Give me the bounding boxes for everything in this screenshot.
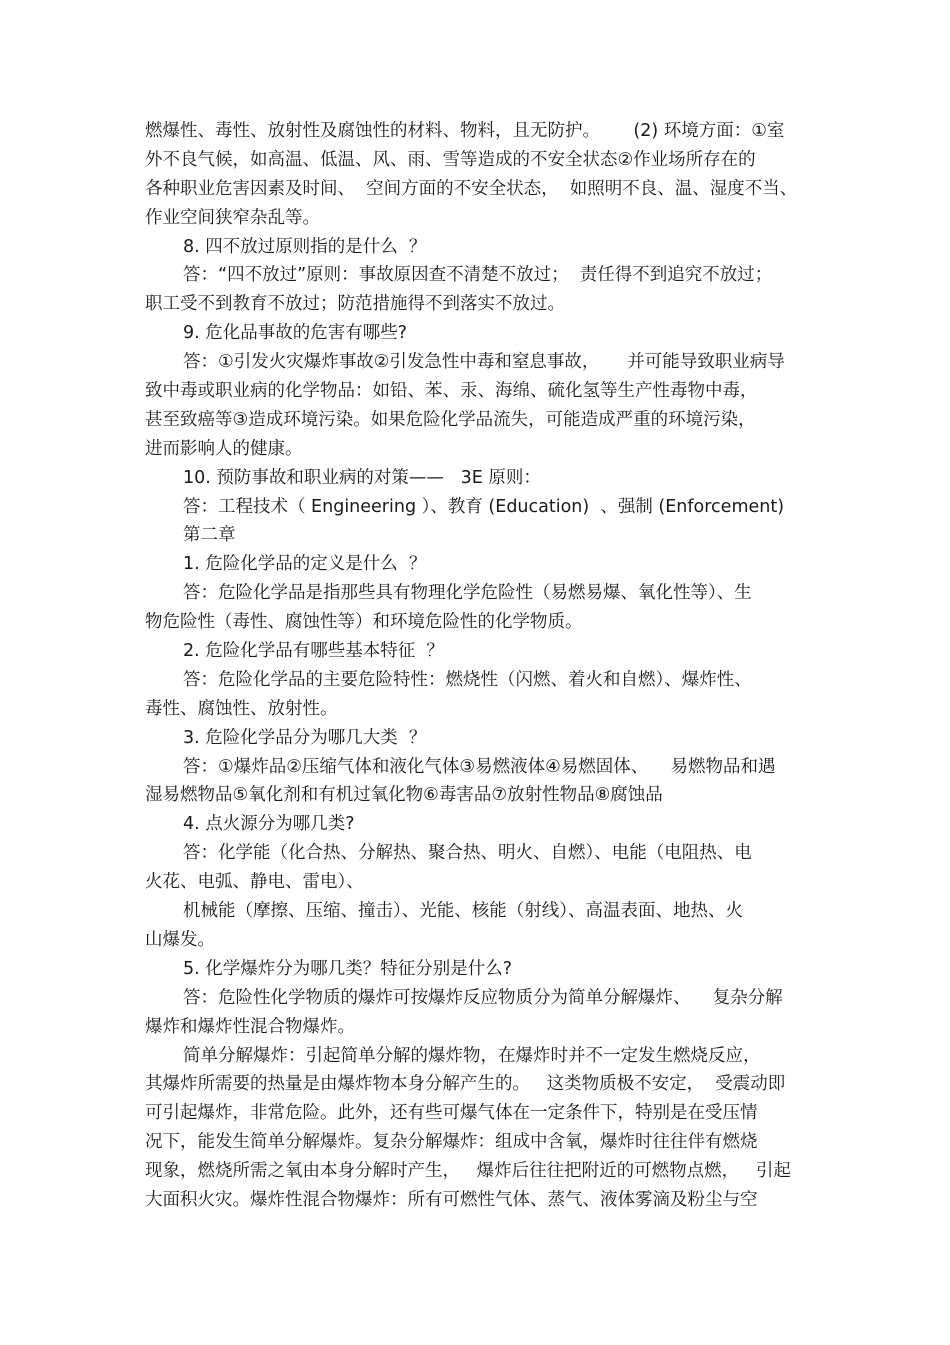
text-line: 燃爆性、毒性、放射性及腐蚀性的材料、物料，且无防护。 (2) 环境方面：①室: [145, 121, 785, 141]
text-line: 1. 危险化学品的定义是什么 ？: [183, 554, 427, 575]
text-line: 职工受不到教育不放过；防范措施得不到落实不放过。: [145, 294, 565, 315]
text-line: 致中毒或职业病的化学物品：如铅、苯、汞、海绵、硫化氢等生产性毒物中毒，: [145, 381, 758, 402]
text-line: 答：危险性化学物质的爆炸可按爆炸反应物质分为简单分解爆炸、 复杂分解: [183, 987, 783, 1008]
text-line: 各种职业危害因素及时间、 空间方面的不安全状态， 如照明不良、温、湿度不当、: [145, 178, 798, 199]
text-line: 山爆发。: [145, 929, 215, 950]
text-line: 答：危险化学品的主要危险特性：燃烧性（闪燃、着火和自燃）、爆炸性、: [183, 669, 752, 690]
text-line: 外不良气候，如高温、低温、风、雨、雪等造成的不安全状态②作业场所存在的: [145, 149, 756, 170]
text-line: 答：化学能（化合热、分解热、聚合热、明火、自燃）、电能（电阻热、电: [183, 843, 752, 864]
text-line: 答：①引发火灾爆炸事故②引发急性中毒和窒息事故， 并可能导致职业病导: [183, 352, 785, 373]
text-line: 现象，燃烧所需之氧由本身分解时产生， 爆炸后往往把附近的可燃物点燃， 引起: [145, 1161, 791, 1182]
text-line: 况下，能发生简单分解爆炸。复杂分解爆炸：组成中含氧，爆炸时往往伴有燃烧: [145, 1132, 758, 1153]
text-line: 答：①爆炸品②压缩气体和液化气体③易燃液体④易燃固体、 易燃物品和遇: [183, 756, 776, 777]
text-line: 甚至致癌等③造成环境污染。如果危险化学品流失，可能造成严重的环境污染，: [145, 409, 756, 430]
text-line: 毒性、腐蚀性、放射性。: [145, 698, 338, 719]
text-line: 爆炸和爆炸性混合物爆炸。: [145, 1016, 355, 1037]
text-line: 作业空间狭窄杂乱等。: [145, 207, 320, 228]
text-line: 答：“四不放过”原则：事故原因查不清楚不放过； 责任得不到追究不放过；: [183, 265, 773, 286]
text-line: 湿易燃物品⑤氧化剂和有机过氧化物⑥毒害品⑦放射性物品⑧腐蚀品: [145, 785, 663, 806]
text-line: 进而影响人的健康。: [145, 438, 303, 459]
text-line: 5. 化学爆炸分为哪几类？特征分别是什么?: [183, 958, 513, 979]
text-line: 答：危险化学品是指那些具有物理化学危险性（易燃易爆、氧化性等）、生: [183, 583, 752, 604]
document-body: [0, 117, 950, 1215]
text-line: 4. 点火源分为哪几类?: [183, 814, 355, 835]
text-line: 其爆炸所需要的热量是由爆炸物本身分解产生的。 这类物质极不安定， 受震动即: [145, 1074, 786, 1095]
text-line: 10. 预防事故和职业病的对策—— 3E 原则：: [183, 467, 541, 488]
text-line: 火花、电弧、静电、雷电）、: [145, 872, 364, 893]
text-line: 3. 危险化学品分为哪几大类 ？: [183, 727, 427, 748]
text-line: 2. 危险化学品有哪些基本特征 ？: [183, 641, 444, 662]
text-line: 可引起爆炸，非常危险。此外，还有些可爆气体在一定条件下，特别是在受压情: [145, 1103, 758, 1124]
text-line: 大面积火灾。爆炸性混合物爆炸：所有可燃性气体、蒸气、液体雾滴及粉尘与空: [145, 1189, 758, 1210]
text-line: 物危险性（毒性、腐蚀性等）和环境危险性的化学物质。: [145, 612, 583, 633]
text-line: 8. 四不放过原则指的是什么 ？: [183, 236, 427, 257]
text-line: 第二章: [183, 525, 236, 546]
text-line: 9. 危化品事故的危害有哪些?: [183, 323, 408, 344]
text-line: 答：工程技术（ Engineering ）、教育 (Education) 、强制 (Enforcement): [183, 496, 785, 517]
text-line: 简单分解爆炸：引起简单分解的爆炸物，在爆炸时并不一定发生燃烧反应，: [183, 1045, 761, 1066]
text-line: 机械能（摩擦、压缩、撞击）、光能、核能（射线）、高温表面、地热、火: [183, 901, 743, 922]
